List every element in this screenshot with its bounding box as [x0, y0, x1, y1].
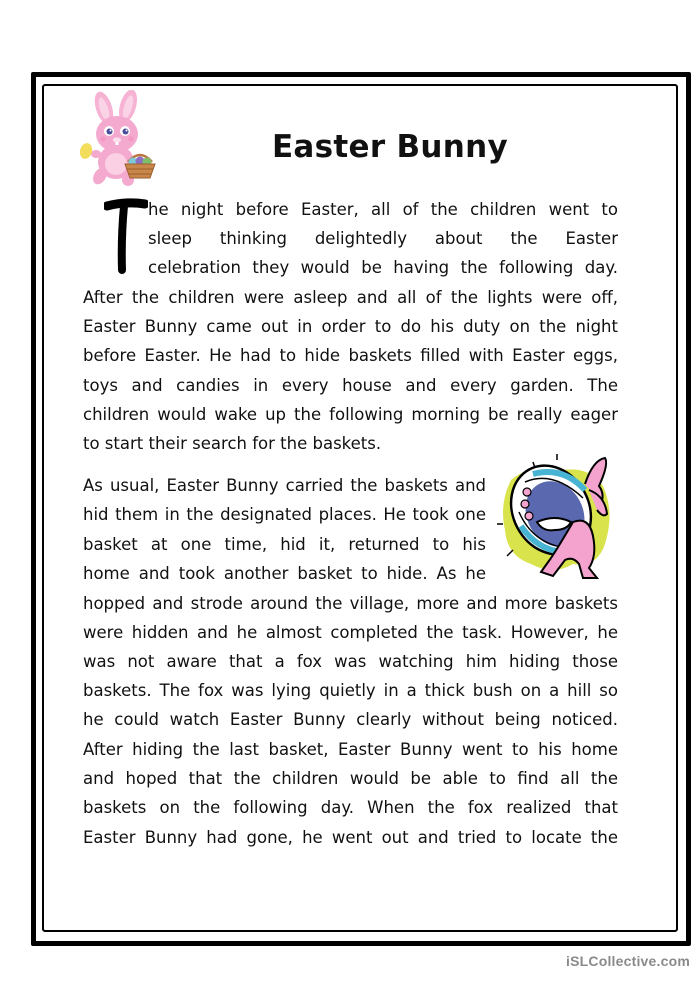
text-line: After hiding the last basket, Easter Bunny went to his home — [83, 740, 618, 759]
text-line: toys and candies in every house and every garden. The — [83, 376, 618, 395]
text-line: Easter Bunny had gone, he went out and tried to locate the — [83, 828, 618, 847]
text-line: was not aware that a fox was watching him hiding those — [83, 652, 618, 671]
text-line: baskets. The fox was lying quietly in a thick bush on a hill so — [83, 681, 618, 700]
watermark: iSLCollective.com — [566, 953, 690, 969]
text-line: basket at one time, hid it, returned to his — [83, 535, 486, 554]
text-line: hopped and strode around the village, more and more baskets — [83, 594, 618, 613]
text-line: baskets on the following day. When the fox realized that — [83, 798, 618, 817]
text-line: before Easter. He had to hide baskets filled with Easter eggs, — [83, 346, 618, 365]
bunny-carrying-egg-icon — [493, 452, 618, 586]
text-line: home and took another basket to hide. As he — [83, 564, 486, 583]
text-line: After the children were asleep and all of the lights were off, — [83, 288, 618, 307]
pink-bunny-with-basket-icon — [76, 90, 160, 188]
text-line: sleep thinking delightedly about the Easter — [148, 229, 618, 248]
text-line: he night before Easter, all of the children went to — [148, 200, 618, 219]
text-line: were hidden and he almost completed the task. However, he — [83, 623, 618, 642]
text-line: and hoped that the children would be able to find all the — [83, 769, 618, 788]
text-line: children would wake up the following morning be really eager — [83, 405, 618, 424]
text-line: hid them in the designated places. He took one — [83, 505, 486, 524]
drop-cap-letter — [104, 198, 148, 276]
text-line: As usual, Easter Bunny carried the baskets and — [83, 476, 486, 495]
text-line: to start their search for the baskets. — [83, 434, 382, 453]
page-title: Easter Bunny — [271, 129, 509, 165]
text-line: Easter Bunny came out in order to do his duty on the night — [83, 317, 618, 336]
text-line: he could watch Easter Bunny clearly without being noticed. — [83, 710, 618, 729]
text-line: celebration they would be having the following day. — [148, 258, 618, 277]
